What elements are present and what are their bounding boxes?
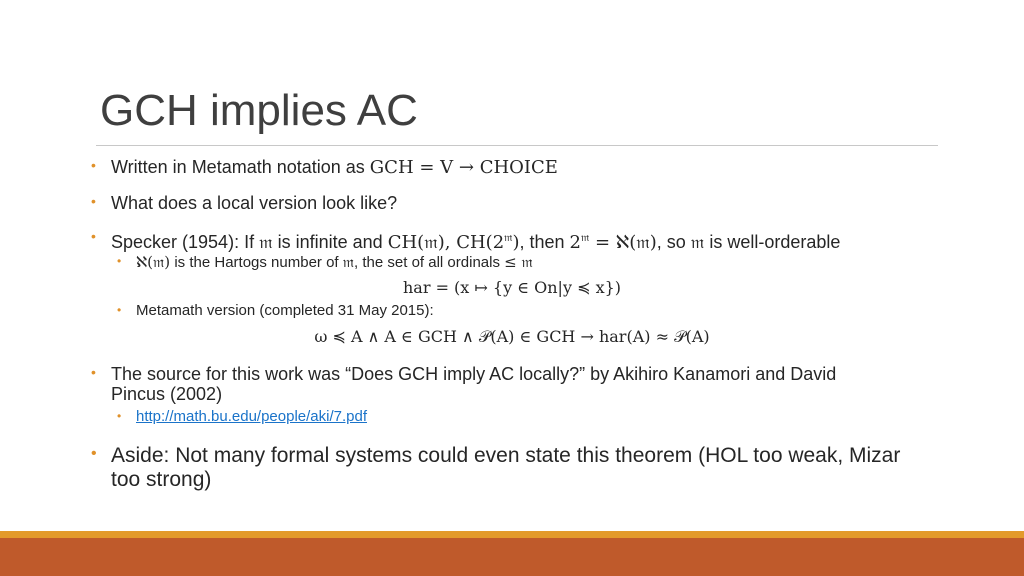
footer-bar xyxy=(0,538,1024,576)
math-paren: ) xyxy=(512,232,520,253)
math-aleph-m: ℵ(𝔪) xyxy=(136,253,171,271)
sub-bullet-marker: • xyxy=(117,303,122,317)
sub-bullet-marker: • xyxy=(117,254,122,268)
bullet-text-line: Pincus (2002) xyxy=(111,384,223,404)
bullet-text: What does a local version look like? xyxy=(111,193,398,213)
math-m: 𝔪 xyxy=(690,232,705,253)
bullet-marker: • xyxy=(91,228,96,244)
math-superscript: 𝔪 xyxy=(504,231,513,244)
bullet-text-line: Aside: Not many formal systems could even state this theorem (HOL too weak, Mizar xyxy=(111,444,901,467)
bullet-marker: • xyxy=(91,445,97,462)
math-ch: CH(𝔪), CH(2 xyxy=(387,232,505,253)
bullet-text-line: The source for this work was “Does GCH imply AC locally?” by Akihiro Kanamori and David xyxy=(111,364,837,384)
bullet-text-line: too strong) xyxy=(111,468,212,491)
bullet-text: , the set of all ordinals xyxy=(354,254,505,271)
paper-link[interactable]: http://math.bu.edu/people/aki/7.pdf xyxy=(136,408,367,425)
har-formula: har = (x ↦ {y ∈ On|y ≼ x}) xyxy=(402,278,622,297)
bullet-text: Metamath version (completed 31 May 2015): xyxy=(136,302,434,319)
sub-bullet-metamath-version xyxy=(136,302,434,320)
sub-bullet-link xyxy=(136,408,367,426)
sub-bullet-hartogs xyxy=(136,253,533,272)
math-le-m: ≤ 𝔪 xyxy=(504,253,533,271)
math-m: 𝔪 xyxy=(342,253,355,271)
gch-formula: GCH = V → CHOICE xyxy=(369,157,558,178)
bullet-local-version xyxy=(111,193,397,213)
bullet-specker xyxy=(111,228,840,253)
bullet-text: , so xyxy=(656,232,691,252)
bullet-text: Specker (1954): If xyxy=(111,232,260,252)
bullet-marker: • xyxy=(91,193,96,209)
math-two: 2 xyxy=(569,232,581,253)
bullet-text: is the Hartogs number of xyxy=(170,254,343,271)
bullet-text: is well-orderable xyxy=(704,232,841,252)
bullet-text: , then xyxy=(519,232,570,252)
bullet-metamath-notation xyxy=(111,157,558,178)
math-superscript: 𝔪 xyxy=(580,231,590,244)
bullet-text: Written in Metamath notation as xyxy=(111,157,370,177)
bullet-aside xyxy=(111,444,900,492)
slide-title: GCH implies AC xyxy=(100,86,418,135)
bullet-source xyxy=(111,364,836,404)
metamath-formula: ω ≼ A ∧ A ∈ GCH ∧ 𝒫(A) ∈ GCH → har(A) ≈ 𝒫(A) xyxy=(314,327,710,346)
bullet-text: is infinite and xyxy=(272,232,388,252)
bullet-marker: • xyxy=(91,364,96,380)
math-aleph: = ℵ(𝔪) xyxy=(589,232,657,253)
sub-bullet-marker: • xyxy=(117,409,122,423)
bullet-marker: • xyxy=(91,157,96,173)
footer-accent-bar xyxy=(0,531,1024,538)
math-m: 𝔪 xyxy=(259,232,273,253)
